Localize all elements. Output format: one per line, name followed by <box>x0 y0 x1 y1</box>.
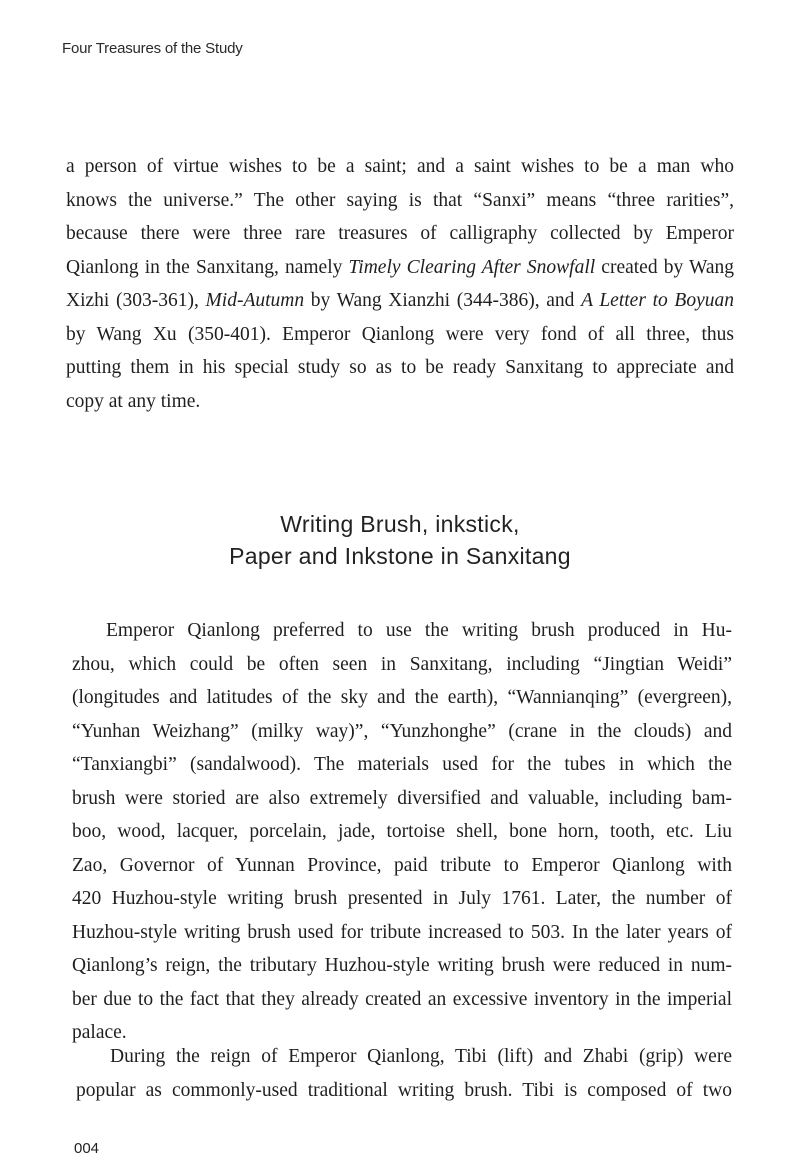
brush-paragraph <box>72 614 732 1050</box>
text-line: boo, wood, lacquer, porcelain, jade, tortoise shell, bone horn, tooth, etc. Liu <box>72 821 732 842</box>
artwork-title-letter-to-boyuan: A Letter to Boyuan <box>581 290 735 311</box>
text-run: Qianlong in the Sanxitang, namely <box>66 256 349 278</box>
section-heading-line: Paper and Inkstone in Sanxitang <box>229 543 571 569</box>
text-run: created by Wang <box>595 256 734 278</box>
text-line: Zao, Governor of Yunnan Province, paid tribute to Emperor Qianlong with <box>72 854 732 876</box>
text-line: copy at any time. <box>66 390 201 412</box>
text-line: ber due to the fact that they already created an excessive inventory in the imperial <box>72 988 732 1010</box>
text-line: putting them in his special study so as to be ready Sanxitang to appreciate and <box>66 357 734 378</box>
text-line: (longitudes and latitudes of the sky and the earth), “Wannianqing” (evergreen), <box>72 687 732 708</box>
text-line <box>66 284 734 318</box>
text-line: a person of virtue wishes to be a saint; and a saint wishes to be a man who <box>66 156 734 177</box>
section-heading-line: Writing Brush, inkstick, <box>280 511 520 537</box>
tibi-paragraph <box>76 1040 732 1107</box>
artwork-title-timely-clearing: Timely Clearing After Snowfall <box>348 256 596 278</box>
section-heading <box>0 508 800 572</box>
text-line: “Yunhan Weizhang” (milky way)”, “Yunzhonghe” (crane in the clouds) and <box>72 720 732 742</box>
running-header: Four Treasures of the Study <box>62 40 243 57</box>
text-line: During the reign of Emperor Qianlong, Tibi (lift) and Zhabi (grip) were <box>110 1046 732 1067</box>
text-line: Huzhou-style writing brush used for tribute increased to 503. In the later years of <box>72 921 732 943</box>
text-run: by Wang Xianzhi (344-386), and <box>304 290 582 311</box>
text-line: Qianlong’s reign, the tributary Huzhou-style writing brush were reduced in num- <box>72 955 732 976</box>
text-line: 420 Huzhou-style writing brush presented in July 1761. Later, the number of <box>72 888 732 909</box>
text-run: Xizhi (303-361), <box>66 290 206 311</box>
text-line: popular as commonly-used traditional writing brush. Tibi is composed of two <box>76 1079 732 1101</box>
text-line <box>66 251 734 285</box>
text-line: by Wang Xu (350-401). Emperor Qianlong were very fond of all three, thus <box>66 323 734 345</box>
text-line: because there were three rare treasures of calligraphy collected by Emperor <box>66 223 734 244</box>
text-line: knows the universe.” The other saying is that “Sanxi” means “three rarities”, <box>66 189 734 211</box>
artwork-title-mid-autumn: Mid-Autumn <box>205 290 305 311</box>
text-line: palace. <box>72 1022 127 1043</box>
text-line: brush were storied are also extremely diversified and valuable, including bam- <box>72 787 732 809</box>
page-number: 004 <box>74 1140 100 1157</box>
text-line: “Tanxiangbi” (sandalwood). The materials used for the tubes in which the <box>72 754 732 775</box>
text-line: Emperor Qianlong preferred to use the writing brush produced in Hu- <box>106 620 732 641</box>
text-line: zhou, which could be often seen in Sanxitang, including “Jingtian Weidi” <box>72 653 732 675</box>
intro-paragraph <box>66 150 734 418</box>
